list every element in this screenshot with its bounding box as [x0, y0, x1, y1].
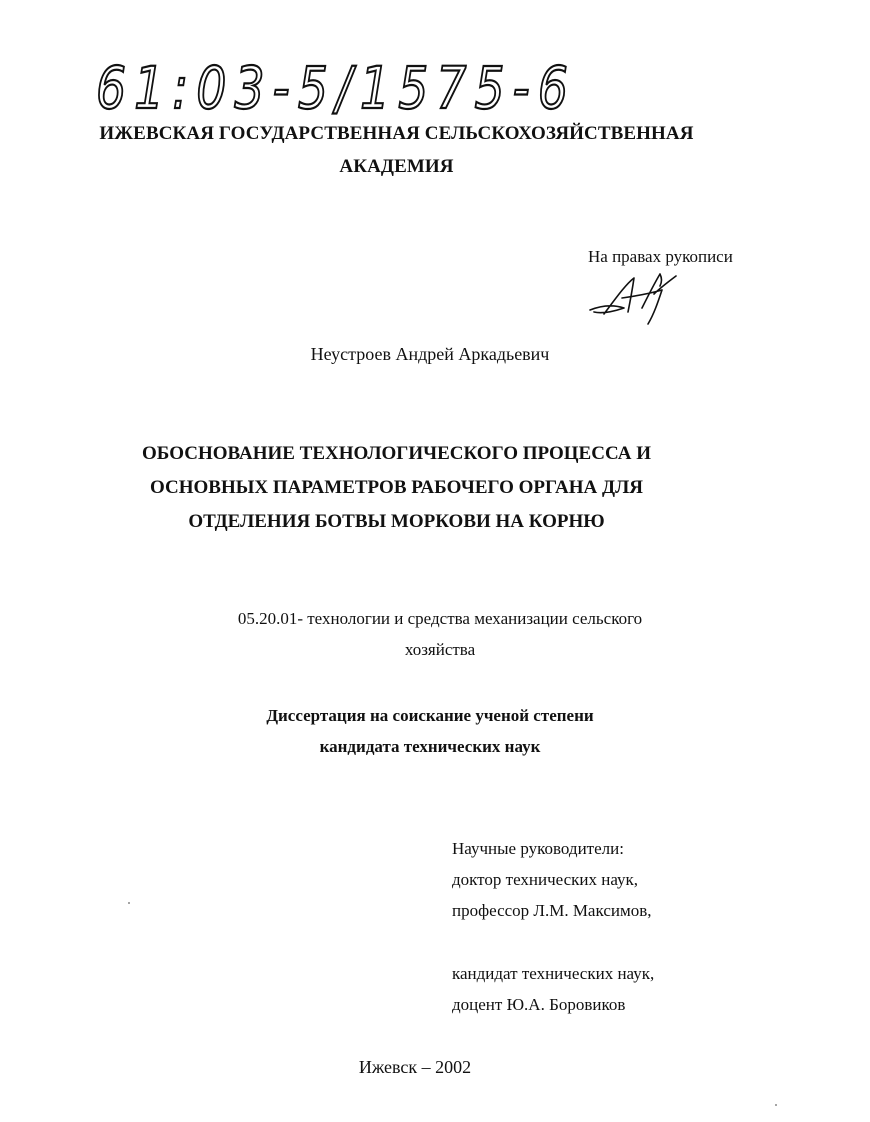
handwritten-catalog-number: [92, 52, 592, 122]
catalog-number-text: 61:03-5/1575-6: [96, 54, 576, 122]
institution-line-2: АКАДЕМИЯ: [339, 156, 454, 177]
title-line-3: ОТДЕЛЕНИЯ БОТВЫ МОРКОВИ НА КОРНЮ: [188, 511, 605, 532]
supervisor-2-degree: кандидат технических наук,: [452, 964, 655, 983]
supervisor-1-degree: доктор технических наук,: [452, 870, 639, 889]
institution-line-1: ИЖЕВСКАЯ ГОСУДАРСТВЕННАЯ СЕЛЬСКОХОЗЯЙСТВЕННАЯ: [99, 123, 694, 144]
dissertation-title: [0, 437, 793, 539]
degree-line-1: Диссертация на соискание ученой степени: [266, 706, 594, 725]
degree-statement: [0, 700, 860, 762]
institution-name: [0, 117, 793, 183]
author-signature: [582, 268, 692, 328]
supervisors-block: [452, 833, 654, 1020]
supervisors-spacer: [452, 926, 654, 958]
supervisors-heading: Научные руководители:: [452, 839, 624, 858]
specialty-line-1: 05.20.01- технологии и средства механизации сельского: [237, 609, 643, 628]
degree-line-2: кандидата технических наук: [319, 737, 541, 756]
supervisor-2-name: доцент Ю.А. Боровиков: [452, 995, 626, 1014]
scan-speck: [775, 1104, 777, 1106]
specialty-code: [10, 603, 870, 665]
supervisor-1-name: профессор Л.М. Максимов,: [452, 901, 652, 920]
specialty-line-2: хозяйства: [404, 640, 476, 659]
title-line-2: ОСНОВНЫХ ПАРАМЕТРОВ РАБОЧЕГО ОРГАНА ДЛЯ: [150, 477, 643, 498]
title-line-1: ОБОСНОВАНИЕ ТЕХНОЛОГИЧЕСКОГО ПРОЦЕССА И: [142, 443, 651, 464]
author-name: Неустроев Андрей Аркадьевич: [310, 344, 550, 364]
manuscript-rights-note: На правах рукописи: [588, 247, 733, 266]
city-and-year: Ижевск – 2002: [358, 1057, 472, 1077]
scan-speck: [128, 902, 130, 904]
